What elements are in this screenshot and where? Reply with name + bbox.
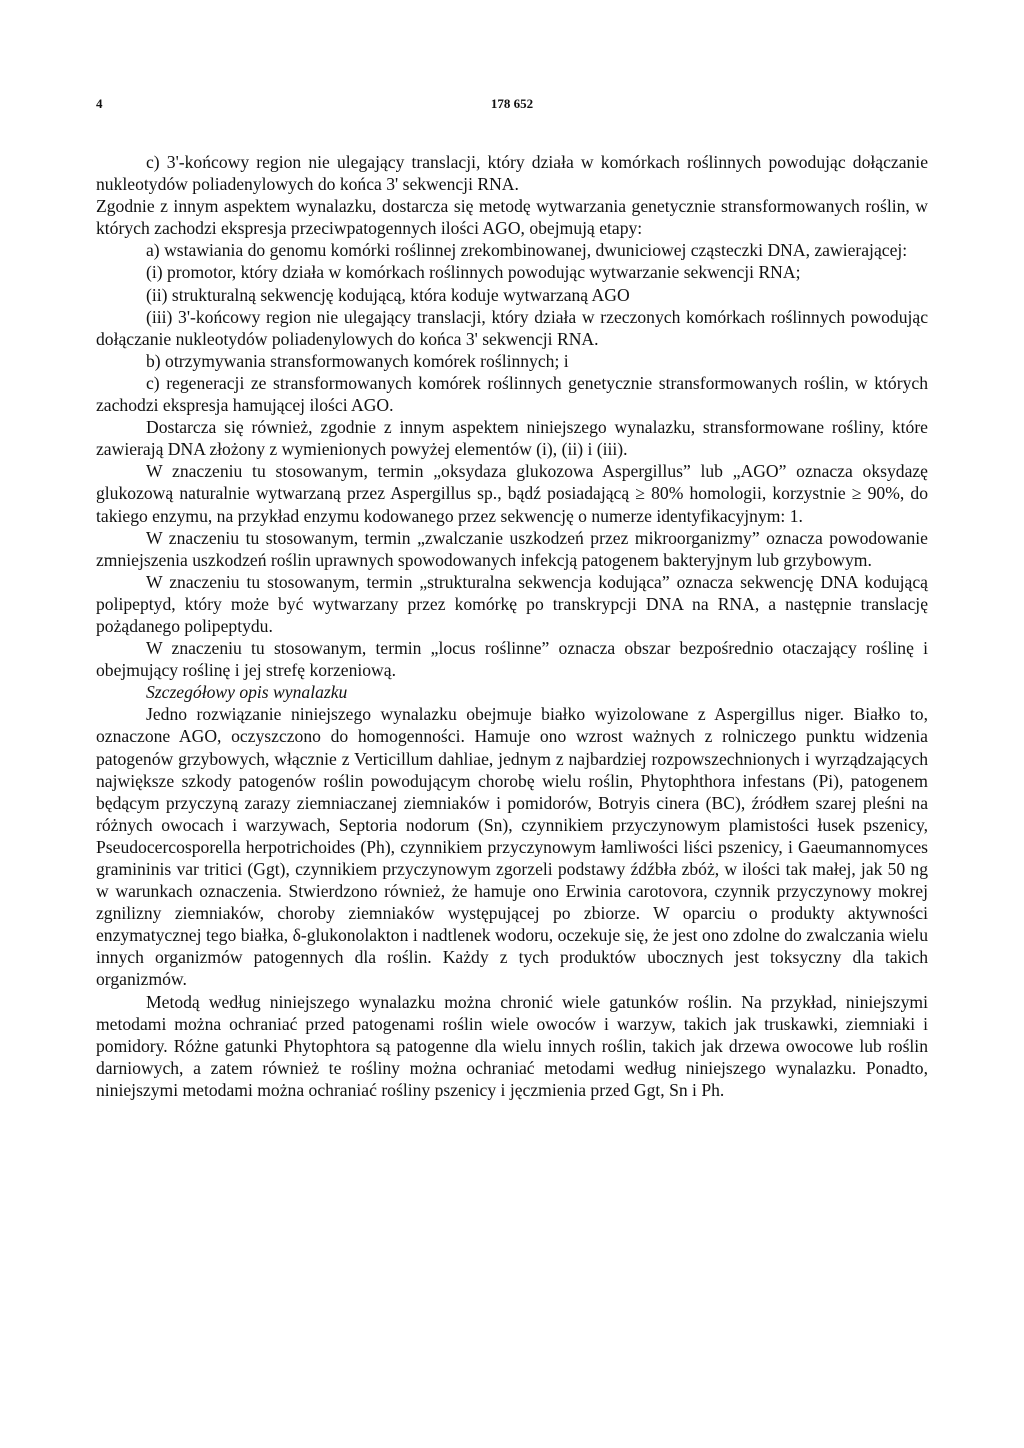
paragraph: W znaczeniu tu stosowanym, termin „strukturalna sekwencja kodująca” oznacza sekwencję DNA kodującą polipeptyd, który może być wytwarzany przez komórkę po transkrypcji DNA na RNA, a następnie translację pożądanego polipeptydu.: [96, 571, 928, 636]
paragraph: W znaczeniu tu stosowanym, termin „locus roślinne” oznacza obszar bezpośrednio otaczający roślinę i obejmujący roślinę i jej strefę korzeniową.: [96, 638, 928, 681]
paragraph: Dostarcza się również, zgodnie z innym aspektem niniejszego wynalazku, stransformowane rośliny, które zawierają DNA złożony z wymienionych powyżej elementów (i), (ii) i (iii).: [96, 417, 928, 460]
patent-number: 178 652: [490, 96, 534, 111]
paragraph: W znaczeniu tu stosowanym, termin „oksydaza glukozowa Aspergillus” lub „AGO” oznacza oksydazę glukozową naturalnie wytwarzaną przez Aspergillus sp., bądź posiadającą ≥ 80% homologii, korzystnie ≥ 90%, do takiego enzymu, na przykład enzymu kodowanego przez sekwencję o numerze identyfikacyjnym: 1.: [96, 461, 928, 526]
paragraph: a) wstawiania do genomu komórki roślinnej zrekombinowanej, dwuniciowej cząsteczki DNA, zawierającej:: [146, 240, 908, 261]
paragraph: c) 3'-końcowy region nie ulegający translacji, który działa w komórkach roślinnych powodując dołączanie nukleotydów poliadenylowych do końca 3' sekwencji RNA.: [96, 152, 928, 195]
paragraph: b) otrzymywania stransformowanych komórek roślinnych; i: [146, 350, 569, 371]
paragraph: Metodą według niniejszego wynalazku można chronić wiele gatunków roślin. Na przykład, niniejszymi metodami można ochraniać przed patogenami roślin wiele owoców i warzyw, takich jak truskawki, ziemniaki i pomidory. Różne gatunki Phytophtora są patogenne dla wielu innych roślin, takich jak drzewa owocowe lub roślin darniowych, a zatem również te rośliny można ochraniać metodami według niniejszego wynalazku. Ponadto, niniejszymi metodami można ochraniać rośliny pszenicy i jęczmienia przed Ggt, Sn i Ph.: [96, 991, 928, 1100]
page-number: 4: [96, 96, 103, 111]
page-header: [96, 96, 928, 116]
paragraph: W znaczeniu tu stosowanym, termin „zwalczanie uszkodzeń przez mikroorganizmy” oznacza powodowanie zmniejszenia uszkodzeń roślin uprawnych spowodowanych infekcją patogenem bakteryjnym lub grzybowym.: [96, 527, 928, 570]
paragraph: Zgodnie z innym aspektem wynalazku, dostarcza się metodę wytwarzania genetycznie stransformowanych roślin, w których zachodzi ekspresja przeciwpatogennych ilości AGO, obejmują etapy:: [96, 196, 928, 239]
paragraph: (iii) 3'-końcowy region nie ulegający translacji, który działa w rzeczonych komórkach roślinnych powodując dołączanie nukleotydów poliadenylowych do końca 3' sekwencji RNA.: [96, 306, 928, 349]
paragraph: (i) promotor, który działa w komórkach roślinnych powodując wytwarzanie sekwencji RNA;: [146, 262, 801, 283]
paragraph: Jedno rozwiązanie niniejszego wynalazku obejmuje białko wyizolowane z Aspergillus niger. Białko to, oznaczone AGO, oczyszczono do homogenności. Hamuje ono wzrost ważnych z rolniczego punktu widzenia patogenów grzybowych, włącznie z Verticillum dahliae, jednym z najbardziej rozpowszechnionych i wyrządzających największe szkody patogenów roślin powodującym chorobę wielu roślin, Phytophthora infestans (Pi), patogenem będącym przyczyną zarazy ziemniaczanej ziemniaków i pomidorów, Botryis cinera (BC), źródłem szarej pleśni na różnych owocach i warzywach, Septoria nodorum (Sn), czynnikiem przyczynowym plamistości łusek pszenicy, Pseudocercosporella herpotrichoides (Ph), czynnikiem przyczynowym łamliwości liści pszenicy, i Gaeumannomyces gramininis var tritici (Ggt), czynnikiem przyczynowym zgorzeli podstawy źdźbła zbóż, w ilości tak małej, jak 50 ng w warunkach oznaczenia. Stwierdzono również, że hamuje ono Erwinia carotovora, czynnik przyczynowy mokrej zgnilizny ziemniaków, choroby ziemniaków występującej po zbiorze. W oparciu o produkty aktywności enzymatycznej tego białka, δ-glukonolakton i nadtlenek wodoru, oczekuje się, że jest ono zdolne do zwalczania wielu innych organizmów patogennych dla roślin. Każdy z tych produktów ubocznych jest toksyczny dla takich organizmów.: [96, 704, 928, 990]
document-body: [96, 151, 928, 1101]
paragraph: (ii) strukturalną sekwencję kodującą, która koduje wytwarzaną AGO: [146, 284, 630, 305]
section-heading: Szczegółowy opis wynalazku: [146, 682, 348, 703]
paragraph: c) regeneracji ze stransformowanych komórek roślinnych genetycznie stransformowanych roślin, w których zachodzi ekspresja hamującej ilości AGO.: [96, 372, 928, 416]
